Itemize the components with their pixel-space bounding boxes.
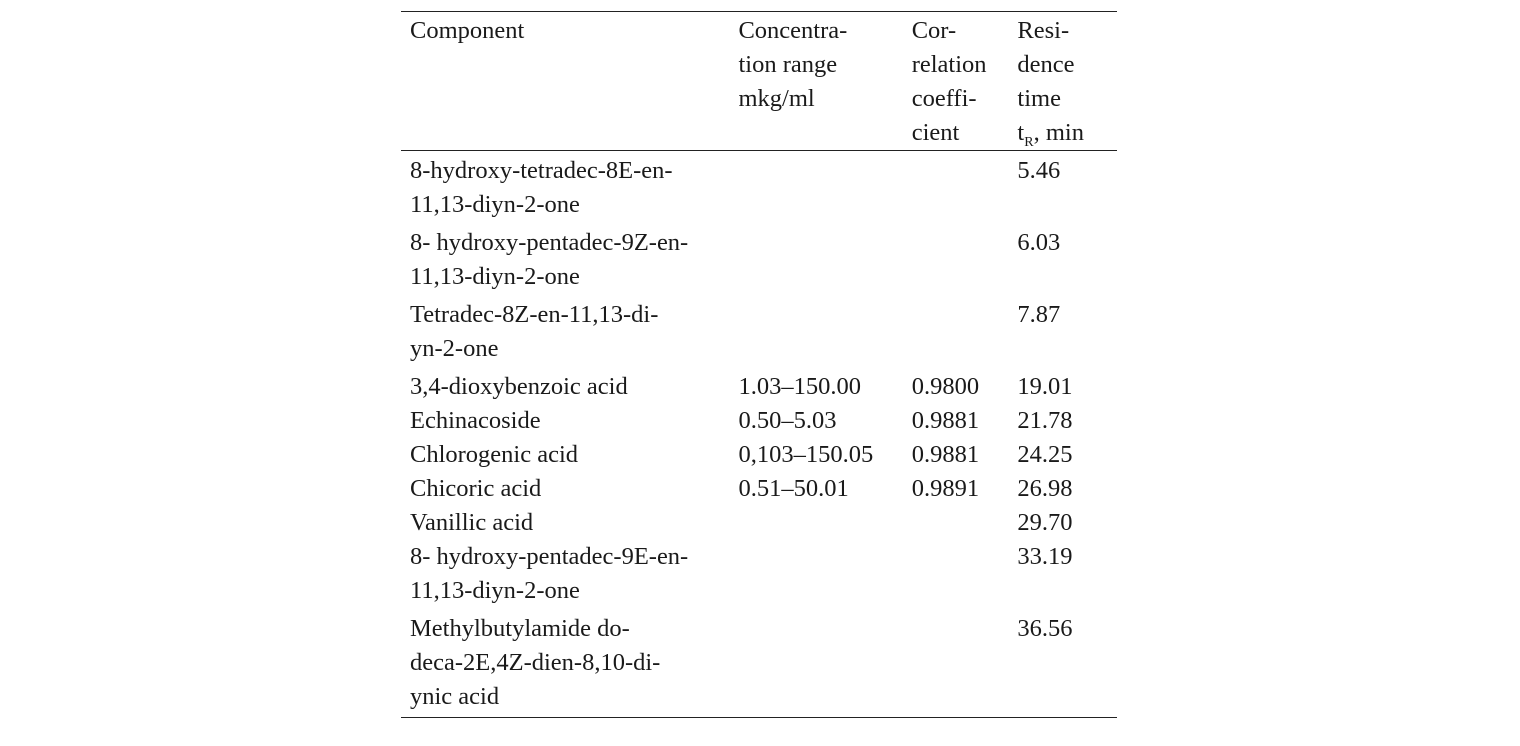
cell-residence: 6.03: [1017, 229, 1061, 256]
header-correlation-line: relation: [911, 51, 987, 78]
cell-component: [401, 298, 729, 370]
component-line: ynic acid: [410, 683, 500, 710]
cell-concentration: [729, 298, 902, 370]
cell-correlation: [903, 151, 1009, 227]
component-line: deca-2E,4Z-dien-8,10-di-: [410, 649, 661, 676]
residence-subscript: R: [1024, 135, 1034, 150]
table-row: [401, 506, 1117, 540]
table-row: [401, 540, 1117, 612]
cell-residence: 19.01: [1017, 373, 1073, 400]
cell-correlation: [903, 506, 1009, 540]
header-correlation-line: cient: [911, 119, 960, 146]
data-table: [401, 11, 1117, 718]
cell-component: [401, 540, 729, 612]
cell-residence: 7.87: [1017, 301, 1061, 328]
component-line: 11,13-diyn-2-one: [410, 191, 580, 218]
cell-residence: 29.70: [1017, 509, 1073, 536]
cell-component: [401, 404, 729, 438]
component-line: Chicoric acid: [410, 475, 542, 502]
component-line: 8-hydroxy-tetradec-8E-en-: [410, 157, 673, 184]
cell-concentration: 0.51–50.01: [738, 475, 849, 502]
cell-concentration: [729, 506, 902, 540]
table-row: [401, 151, 1117, 227]
table-row: [401, 612, 1117, 718]
header-correlation-line: Cor-: [911, 17, 957, 44]
cell-component: [401, 151, 729, 227]
cell-residence: 36.56: [1017, 615, 1073, 642]
residence-symbol: t: [1017, 119, 1025, 146]
header-concentration-line: tion range: [738, 51, 838, 78]
header-concentration: [729, 12, 902, 151]
table-row: [401, 404, 1117, 438]
component-line: 3,4-dioxybenzoic acid: [410, 373, 628, 400]
table-row: [401, 370, 1117, 404]
header-residence-line: dence: [1017, 51, 1075, 78]
table-row: [401, 472, 1117, 506]
cell-component: [401, 438, 729, 472]
cell-correlation: [903, 298, 1009, 370]
cell-concentration: [729, 226, 902, 298]
cell-concentration: 1.03–150.00: [738, 373, 861, 400]
component-line: 8- hydroxy-pentadec-9E-en-: [410, 543, 689, 570]
header-correlation-line: coeffi-: [911, 85, 977, 112]
header-correlation: [903, 12, 1009, 151]
table-row: [401, 298, 1117, 370]
header-residence-line: time: [1017, 85, 1061, 112]
cell-correlation: [903, 226, 1009, 298]
cell-residence: 26.98: [1017, 475, 1073, 502]
header-component: [401, 12, 729, 151]
component-line: yn-2-one: [410, 335, 499, 362]
component-line: Methylbutylamide do-: [410, 615, 630, 642]
cell-component: [401, 370, 729, 404]
header-residence-unit-line: [1017, 116, 1117, 150]
cell-component: [401, 226, 729, 298]
cell-residence: 5.46: [1017, 157, 1061, 184]
component-line: 11,13-diyn-2-one: [410, 263, 580, 290]
header-component-text: Component: [410, 17, 525, 44]
cell-correlation: 0.9881: [911, 441, 980, 468]
cell-correlation: 0.9800: [911, 373, 980, 400]
table-row: [401, 438, 1117, 472]
cell-concentration: [729, 612, 902, 718]
cell-component: [401, 506, 729, 540]
cell-residence: 33.19: [1017, 543, 1073, 570]
cell-correlation: 0.9891: [911, 475, 980, 502]
cell-residence: 24.25: [1017, 441, 1073, 468]
residence-unit: , min: [1033, 119, 1084, 146]
component-line: Echinacoside: [410, 407, 541, 434]
component-line: Tetradec-8Z-en-11,13-di-: [410, 301, 659, 328]
header-residence-line: Resi-: [1017, 17, 1070, 44]
cell-concentration: [729, 540, 902, 612]
component-line: 11,13-diyn-2-one: [410, 577, 580, 604]
header-residence: [1008, 12, 1117, 151]
component-line: Vanillic acid: [410, 509, 534, 536]
cell-residence: 21.78: [1017, 407, 1073, 434]
cell-correlation: 0.9881: [911, 407, 980, 434]
cell-concentration: 0,103–150.05: [738, 441, 874, 468]
header-row: [401, 12, 1117, 151]
component-line: Chlorogenic acid: [410, 441, 579, 468]
cell-component: [401, 472, 729, 506]
component-line: 8- hydroxy-pentadec-9Z-en-: [410, 229, 689, 256]
cell-correlation: [903, 540, 1009, 612]
header-concentration-line: Concentra-: [738, 17, 848, 44]
cell-component: [401, 612, 729, 718]
cell-concentration: [729, 151, 902, 227]
cell-correlation: [903, 612, 1009, 718]
table-row: [401, 226, 1117, 298]
cell-concentration: 0.50–5.03: [738, 407, 837, 434]
header-concentration-line: mkg/ml: [738, 85, 815, 112]
